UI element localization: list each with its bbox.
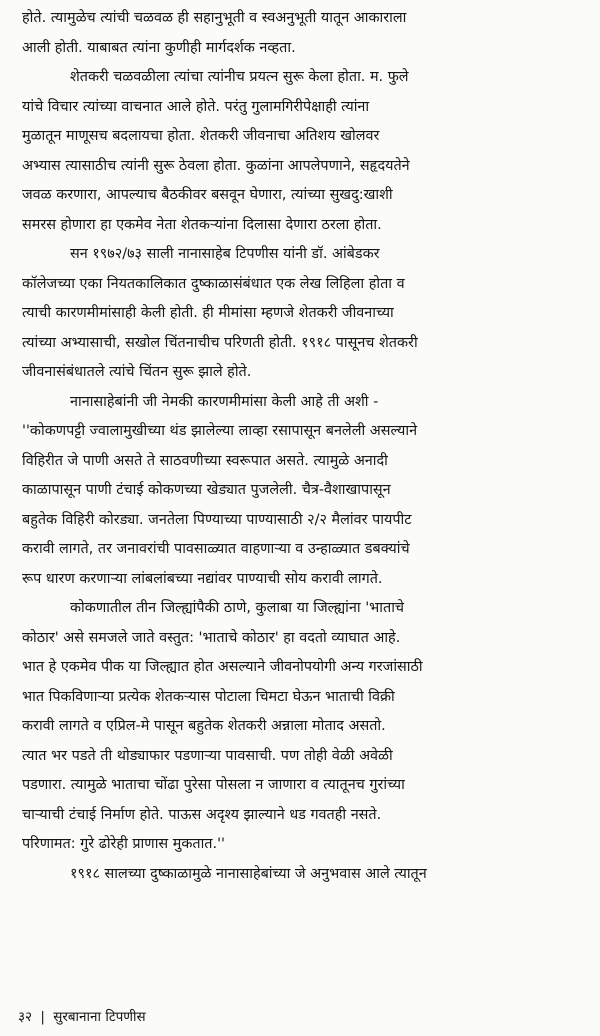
text-line: कोकणातील तीन जिल्ह्यांपैकी ठाणे, कुलाबा या जिल्ह्यांना 'भाताचे (70, 600, 405, 616)
text-line: त्यात भर पडते ती थोड्याफार पडणाऱ्या पावसाची. पण तोही वेळी अवेळी (22, 747, 393, 764)
text-line: त्याची कारणमीमांसाही केली होती. ही मीमांसा म्हणजे शेतकरी जीवनाच्या (22, 305, 394, 321)
text-line: कॉलेजच्या एका नियतकालिकात दुष्काळासंबंधात एक लेख लिहिला होता व (22, 275, 405, 292)
text-line: भात पिकविणाऱ्या प्रत्येक शेतकऱ्यास पोटाला चिमटा घेऊन भाताची विक्री (22, 688, 395, 705)
text-line: समरस होणारा हा एकमेव नेता शेतकऱ्यांना दिलासा देणारा ठरला होता. (22, 216, 382, 233)
text-line: करावी लागते, तर जनावरांची पावसाळ्यात वाहणाऱ्या व उन्हाळ्यात डबक्यांचे (22, 541, 410, 557)
paragraph (22, 240, 580, 388)
text-line: भात हे एकमेव पीक या जिल्ह्यात होत असल्याने जीवनोपयोगी अन्य गरजांसाठी (22, 659, 423, 675)
text-line: त्यांच्या अभ्यासाची, सखोल चिंतनाचीच परिणती होती. १९१८ पासूनच शेतकरी (22, 334, 418, 351)
text-line: नानासाहेबांनी जी नेमकी कारणमीमांसा केली आहे ती अशी - (70, 393, 379, 410)
text-line: विहिरीत जे पाणी असते ते साठवणीच्या स्वरूपात असते. त्यामुळे अनादी (22, 452, 388, 469)
text-line: सन १९७२/७३ साली नानासाहेब टिपणीस यांनी डॉ. आंबेडकर (70, 246, 380, 262)
text-line: जीवनासंबंधातले त्यांचे चिंतन सुरू झाले होते. (22, 364, 252, 380)
page-number: ३२ (18, 1009, 33, 1025)
paragraph (22, 388, 580, 595)
text-line: मुळातून माणूसच बदलायचा होता. शेतकरी जीवनाचा अतिशय खोलवर (22, 128, 380, 144)
page-footer (18, 1006, 146, 1028)
text-line: होते. त्यामुळेच त्यांची चळवळ ही सहानुभूती व स्वअनुभूती यातून आकाराला (22, 10, 407, 26)
paragraph (22, 860, 580, 890)
text-line: शेतकरी चळवळीला त्यांचा त्यांनीच प्रयत्न सुरू केला होता. म. फुले (70, 69, 409, 85)
text-line: कोठार' असे समजले जाते वस्तुत: 'भाताचे कोठार' हा वदतो व्याघात आहे. (22, 629, 401, 646)
text-line: पडणारा. त्यामुळे भाताचा चोंढा पुरेसा पोसला न जाणारा व त्यातूनच गुरांच्या (22, 777, 405, 793)
text-line: काळापासून पाणी टंचाई कोकणच्या खेड्यात पुजलेली. चैत्र-वैशाखापासून (22, 482, 391, 498)
paragraph (22, 594, 580, 860)
paragraph (22, 4, 580, 63)
page-body (22, 4, 580, 889)
text-line: चाऱ्याची टंचाई निर्माण होते. पाऊस अदृश्य झाल्याने धड गवतही नसते. (22, 806, 382, 823)
text-line: करावी लागते व एप्रिल-मे पासून बहुतेक शेतकरी अन्नाला मोताद असतो. (22, 718, 386, 734)
text-line: बहुतेक विहिरी कोरड्या. जनतेला पिण्याच्या पाण्यासाठी २/२ मैलांवर पायपीट (22, 511, 412, 528)
paragraph (22, 63, 580, 240)
text-line: जवळ करणारा, आपल्याच बैठकीवर बसवून घेणारा, त्यांच्या सुखदु:खाशी (22, 187, 393, 203)
text-line: रूप धारण करणाऱ्या लांबलांबच्या नद्यांवर पाण्याची सोय करावी लागते. (22, 570, 383, 587)
text-line: अभ्यास त्यासाठीच त्यांनी सुरू ठेवला होता. कुळांना आपलेपणाने, सहृदयतेने (22, 157, 410, 174)
footer-separator: | (40, 1009, 45, 1025)
text-line: परिणामत: गुरे ढोरेही प्राणास मुकतात.'' (22, 836, 225, 852)
book-title: सुरबानाना टिपणीस (53, 1009, 146, 1025)
text-line: १९१८ सालच्या दुष्काळामुळे नानासाहेबांच्या जे अनुभवास आले त्यातून (70, 865, 427, 882)
text-line: आली होती. याबाबत त्यांना कुणीही मार्गदर्शक नव्हता. (22, 39, 296, 56)
text-line: ''कोकणपट्टी ज्वालामुखीच्या थंड झालेल्या लाव्हा रसापासून बनलेली असल्याने (22, 423, 418, 439)
text-line: यांचे विचार त्यांच्या वाचनात आले होते. परंतु गुलामगिरीपेक्षाही त्यांना (22, 98, 370, 115)
